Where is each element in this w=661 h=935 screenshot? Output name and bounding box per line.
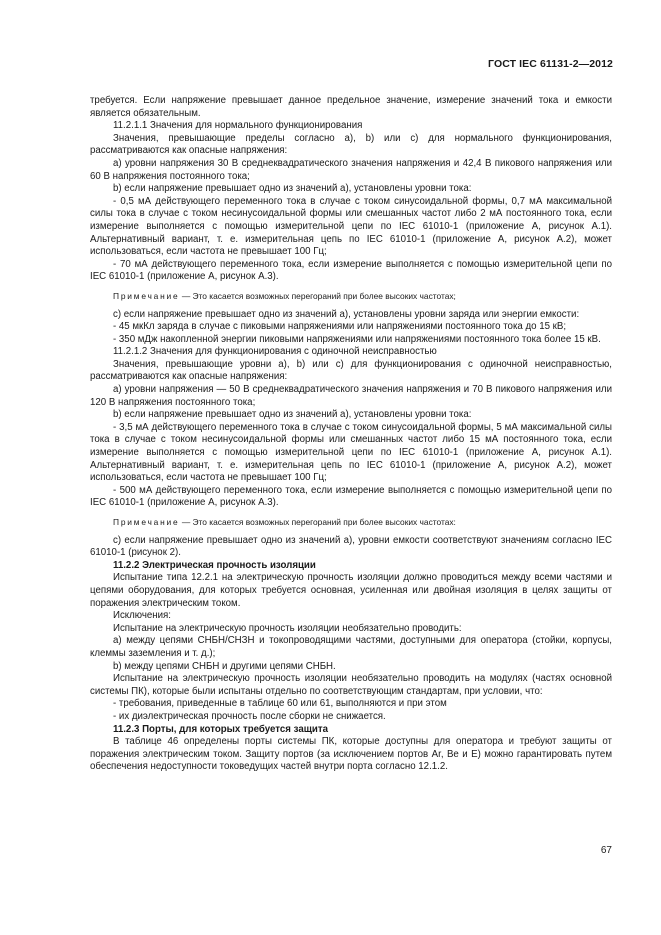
document-code-header: ГОСТ IEC 61131-2—2012 [488, 58, 613, 70]
list-item: - 350 мДж накопленной энергии пиковыми напряжениями или напряжениями постоянного тока более 15 кВ. [113, 333, 601, 345]
list-item: b) если напряжение превышает одно из значений а), установлены уровни тока: [113, 409, 472, 421]
list-item: а) между цепями СНБН/СНЗН и токопроводящими частями, доступными для оператора (стойки, корпусы, клеммы заземления и т. д.); [90, 635, 612, 659]
paragraph: Испытание на электрическую прочность изоляции необязательно проводить на модулях (частях основной системы ПК), которые были испытаны отдельно по соответствующим стандартам, при условии, что: [90, 673, 612, 697]
list-item: а) уровни напряжения 30 В среднеквадратического значения напряжения и 42,4 В пикового напряжения или 60 В напряжения постоянного тока; [90, 157, 612, 182]
section-heading: 11.2.2 Электрическая прочность изоляции [113, 559, 316, 571]
page-body [90, 95, 612, 774]
paragraph: требуется. Если напряжение превышает данное предельное значение, измерение значений тока и емкости является обязательным. [90, 95, 612, 119]
list-item: - их диэлектрическая прочность после сборки не снижается. [113, 710, 386, 722]
note [90, 516, 612, 529]
paragraph: Испытание типа 12.2.1 на электрическую прочность изоляции должно проводиться между всеми частями и цепями оборудования, для которых требуется основная, усиленная или двойная изоляция в целях защиты от поражения электрическим током. [90, 572, 612, 609]
section-heading: 11.2.3 Порты, для которых требуется защита [113, 723, 328, 735]
paragraph: Испытание на электрическую прочность изоляции необязательно проводить: [113, 622, 462, 634]
paragraph: Значения, превышающие пределы согласно а), b) или с) для нормального функционирования, рассматриваются как опасные напряжения: [90, 132, 612, 157]
note-label: Примечание [113, 290, 180, 301]
list-item: с) если напряжение превышает одно из значений а), уровни емкости соответствуют значениям согласно IEC 61010-1 (рисунок 2). [90, 534, 612, 559]
note [90, 290, 612, 303]
note-label: Примечание [113, 517, 180, 527]
list-item: - требования, приведенные в таблице 60 или 61, выполняются и при этом [113, 698, 447, 710]
page-number: 67 [600, 845, 612, 856]
section-heading: 11.2.1.1 Значения для нормального функционирования [113, 120, 363, 132]
section-heading: 11.2.1.2 Значения для функционирования с одиночной неисправностью [113, 346, 437, 358]
list-item: - 70 мА действующего переменного тока, если измерение выполняется с помощью измерительной цепи по IEC 61010-1 (приложение А, рисунок А.3). [90, 258, 612, 283]
list-item: а) уровни напряжения — 50 В среднеквадратического значения напряжения и 70 В пикового напряжения или 120 В напряжения постоянного тока; [90, 384, 612, 408]
list-item: с) если напряжение превышает одно из значений а), установлены уровни заряда или энергии емкости: [113, 308, 580, 320]
paragraph: Исключения: [113, 610, 171, 622]
list-item: - 0,5 мА действующего переменного тока в случае с током синусоидальной формы, 0,7 мА максимальной силы тока в случае с током несинусоидальной формы или смешанных частот либо 2 мА постоянного тока, если измерение выполняется с помощью измерительной цепи по IEC 61010-1 (приложение А, рисунок А.1). Альтернативный вариант, т. е. измерительная цепь по IEC 61010-1 (приложение А, рисунок А.2), может использоваться, если частота не превышает 100 Гц; [90, 195, 612, 258]
list-item: - 45 мкКл заряда в случае с пиковыми напряжениями или напряжениями постоянного тока до 15 кВ; [113, 321, 567, 333]
note-text: — Это касается возможных перегораний при более высоких частотах; [181, 290, 456, 301]
list-item: - 500 мА действующего переменного тока, если измерение выполняется с помощью измерительной цепи по IEC 61010-1 (приложение А, рисунок А.3). [90, 484, 612, 509]
list-item: b) между цепями СНБН и другими цепями СНБН. [113, 660, 336, 672]
list-item: b) если напряжение превышает одно из значений а), установлены уровни тока: [113, 183, 472, 195]
paragraph: Значения, превышающие уровни а), b) или с) для функционирования с одиночной неисправностью, рассматриваются как опасные напряжения: [90, 358, 612, 383]
list-item: - 3,5 мА действующего переменного тока в случае с током синусоидальной формы, 5 мА максимальной силы тока в случае с током несинусоидальной формы или смешанных частот либо 15 мА постоянного тока, если измерение выполняется с помощью измерительной цепи по IEC 61010-1 (приложение А, рисунок А.1). Альтернативный вариант, т. е. измерительная цепь по IEC 61010-1 (приложение А, рисунок А.2), может использоваться, если частота не превышает 100 Гц; [90, 421, 612, 484]
paragraph: В таблице 46 определены порты системы ПК, которые доступны для оператора и требуют защиты от поражения электрическим током. Защиту портов (за исключением портов Ar, Be и E) можно гарантировать путем обеспечения недоступности токоведущих частей внутри порта согласно 12.1.2. [90, 736, 612, 773]
note-text: — Это касается возможных перегораний при более высоких частотах: [181, 517, 456, 527]
